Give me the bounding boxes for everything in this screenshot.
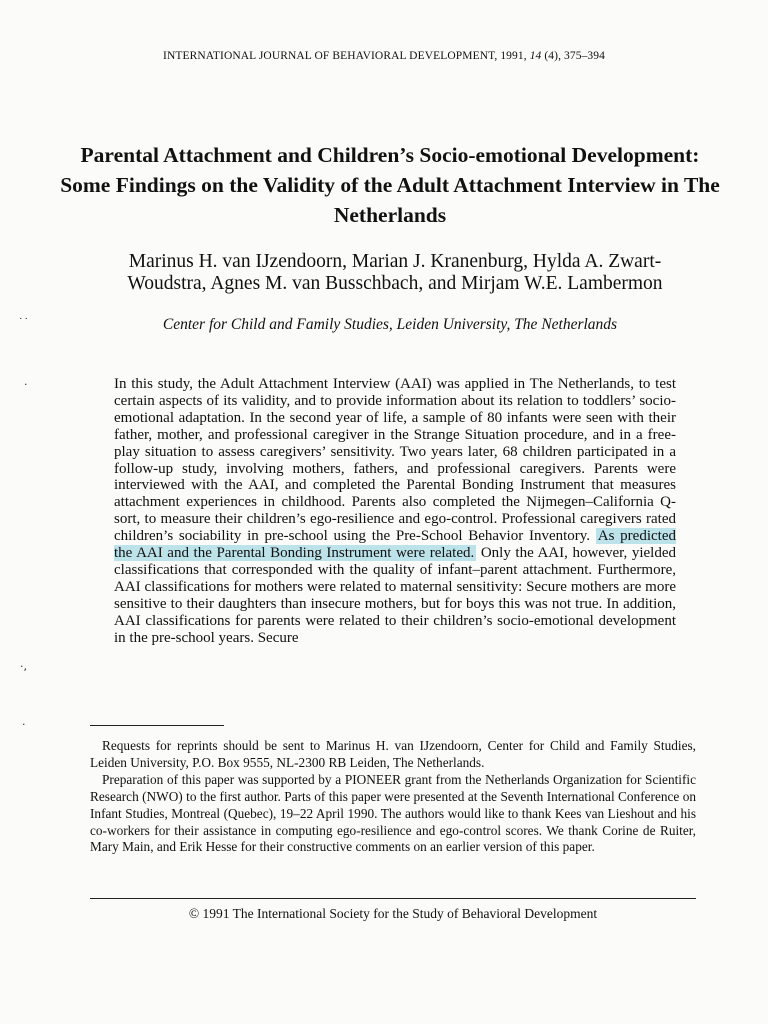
- article-title: Parental Attachment and Children’s Socio-emotional Development: Some Findings on the Validity of the Adult Attachment Interview in The Netherlands: [60, 143, 720, 227]
- journal-line-suffix: (4), 375–394: [541, 50, 605, 62]
- author-affiliation: Center for Child and Family Studies, Leiden University, The Netherlands: [162, 316, 618, 333]
- highlighted-sentence: As predicted the AAI and the Parental Bonding Instrument were related.: [114, 528, 676, 562]
- footnote-divider: [90, 725, 224, 726]
- footnote-preparation: Preparation of this paper was supported by a PIONEER grant from the Netherlands Organization for Scientific Research (NWO) to the first author. Parts of this paper were presented at the Seventh International Conference on Infant Studies, Montreal (Quebec), 19–22 April 1990. The authors would like to thank Kees van Lieshout and his co-workers for their assistance in computing ego-resilience and ego-control scores. We thank Corine de Ruiter, Mary Main, and Erik Hesse for their constructive comments on an earlier version of this paper.: [90, 771, 696, 855]
- article-authors: Marinus H. van IJzendoorn, Marian J. Kranenburg, Hylda A. Zwart-Woudstra, Agnes M. van Busschbach, and Mirjam W.E. Lambermon: [127, 251, 663, 294]
- footnote-reprints: Requests for reprints should be sent to Marinus H. van IJzendoorn, Center for Child and Family Studies, Leiden University, P.O. Box 9555, NL-2300 RB Leiden, The Netherlands.: [90, 738, 696, 770]
- journal-header: [0, 50, 768, 62]
- margin-scan-mark: ·,: [20, 660, 27, 673]
- copyright-notice: © 1991 The International Society for the Study of Behavioral Development: [188, 906, 598, 921]
- margin-scan-mark: ˙˙: [18, 316, 29, 329]
- abstract-text-after: Only the AAI, however, yielded classifications that corresponded with the quality of infant–parent attachment. Furthermore, AAI classifications for mothers were related to maternal sensitivity: Secure mothers are more sensitive to their daughters than insecure mothers, but for boys this was not true. In addition, AAI classifications for parents were related to their children’s socio-emotional development in the pre-school years. Secure: [114, 545, 676, 646]
- abstract: [114, 376, 676, 647]
- margin-scan-mark: ·: [22, 718, 26, 731]
- abstract-text-before: In this study, the Adult Attachment Interview (AAI) was applied in The Netherlands, to test certain aspects of its validity, and to provide information about its relation to toddlers’ socio-emotional adaptation. In the second year of life, a sample of 80 infants were seen with their father, mother, and professional caregiver in the Strange Situation procedure, and in a free-play situation to assess caregivers’ sensitivity. Two years later, 68 children participated in a follow-up study, involving mothers, fathers, and professional caregivers. Parents were interviewed with the AAI, and completed the Parental Bonding Instrument that measures attachment experiences in childhood. Parents also completed the Nijmegen–California Q-sort, to measure their children’s ego-resilience and ego-control. Professional caregivers rated children’s sociability in pre-school using the Pre-School Behavior Inventory.: [114, 376, 676, 545]
- abstract-paragraph: [114, 376, 676, 647]
- journal-line-prefix: INTERNATIONAL JOURNAL OF BEHAVIORAL DEVELOPMENT, 1991,: [163, 50, 530, 62]
- margin-scan-mark: ·: [24, 378, 28, 391]
- journal-volume: 14: [529, 50, 542, 62]
- copyright-divider: [90, 898, 696, 899]
- footnotes: [90, 738, 696, 856]
